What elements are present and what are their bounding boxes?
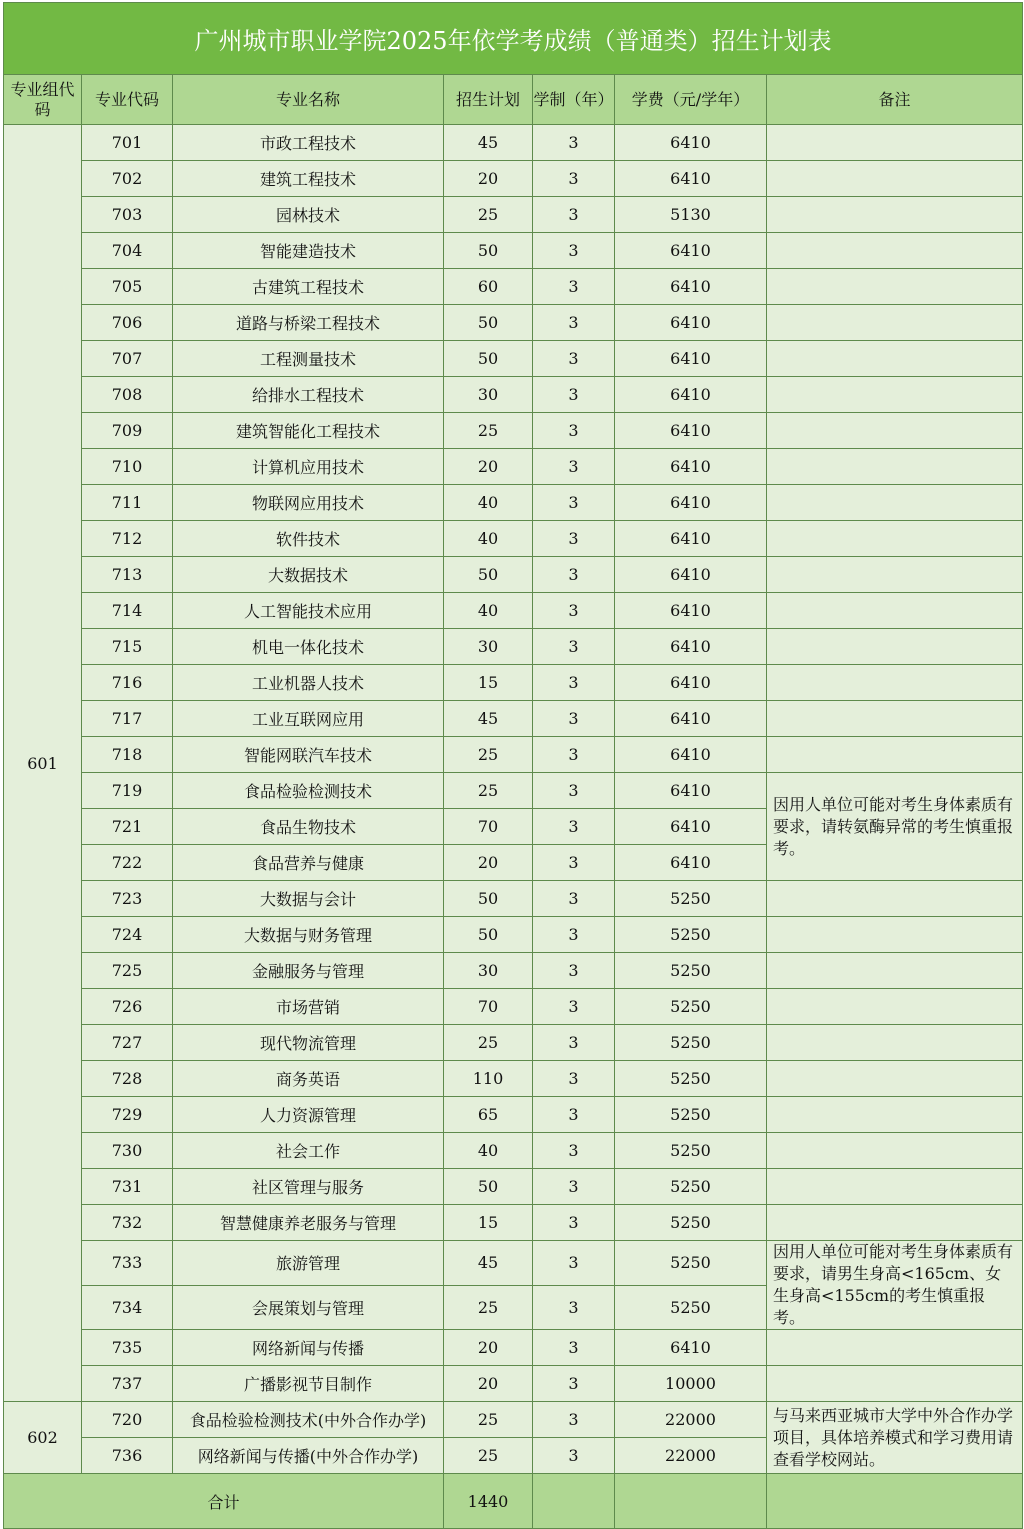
header-remarks: 备注 — [767, 75, 1023, 125]
header-group-code: 专业组代码 — [4, 75, 82, 125]
remark-empty-cell — [767, 1330, 1023, 1366]
cell-years: 3 — [533, 305, 615, 341]
cell-fee: 6410 — [615, 845, 767, 881]
cell-years: 3 — [533, 1285, 615, 1330]
total-label: 合计 — [4, 1474, 444, 1529]
remark-empty-cell — [767, 449, 1023, 485]
cell-plan: 50 — [444, 1169, 533, 1205]
table-row — [4, 989, 1023, 1025]
cell-plan: 40 — [444, 521, 533, 557]
remark-empty-cell — [767, 665, 1023, 701]
cell-code: 718 — [82, 737, 173, 773]
cell-code: 708 — [82, 377, 173, 413]
cell-name: 食品检验检测技术(中外合作办学) — [173, 1402, 444, 1438]
cell-plan: 25 — [444, 1402, 533, 1438]
cell-code: 709 — [82, 413, 173, 449]
cell-years: 3 — [533, 1025, 615, 1061]
cell-years: 3 — [533, 413, 615, 449]
remark-empty-cell — [767, 305, 1023, 341]
remark-empty-cell — [767, 593, 1023, 629]
remark-empty-cell — [767, 1025, 1023, 1061]
cell-years: 3 — [533, 269, 615, 305]
cell-years: 3 — [533, 629, 615, 665]
remark-cell: 因用人单位可能对考生身体素质有要求，请男生身高<165cm、女生身高<155cm的考生慎重报考。 — [767, 1241, 1023, 1330]
cell-fee: 5250 — [615, 953, 767, 989]
cell-years: 3 — [533, 1366, 615, 1402]
cell-name: 软件技术 — [173, 521, 444, 557]
table-row — [4, 593, 1023, 629]
cell-years: 3 — [533, 197, 615, 233]
cell-years: 3 — [533, 377, 615, 413]
cell-years: 3 — [533, 845, 615, 881]
cell-fee: 6410 — [615, 557, 767, 593]
cell-name: 机电一体化技术 — [173, 629, 444, 665]
cell-code: 723 — [82, 881, 173, 917]
table-row — [4, 1402, 1023, 1438]
remark-empty-cell — [767, 737, 1023, 773]
cell-code: 707 — [82, 341, 173, 377]
enrollment-plan-table — [3, 2, 1023, 1529]
cell-code: 722 — [82, 845, 173, 881]
cell-years: 3 — [533, 953, 615, 989]
cell-name: 旅游管理 — [173, 1241, 444, 1286]
remark-empty-cell — [767, 629, 1023, 665]
cell-code: 711 — [82, 485, 173, 521]
cell-fee: 5250 — [615, 1061, 767, 1097]
table-row — [4, 1205, 1023, 1241]
remark-empty-cell — [767, 1097, 1023, 1133]
cell-code: 701 — [82, 125, 173, 161]
cell-name: 社区管理与服务 — [173, 1169, 444, 1205]
remark-empty-cell — [767, 341, 1023, 377]
cell-code: 720 — [82, 1402, 173, 1438]
cell-name: 园林技术 — [173, 197, 444, 233]
cell-fee: 5250 — [615, 1133, 767, 1169]
table-row — [4, 773, 1023, 809]
cell-fee: 6410 — [615, 593, 767, 629]
cell-code: 725 — [82, 953, 173, 989]
cell-fee: 6410 — [615, 485, 767, 521]
cell-plan: 20 — [444, 1330, 533, 1366]
cell-years: 3 — [533, 449, 615, 485]
cell-fee: 5250 — [615, 881, 767, 917]
header-years: 学制（年） — [533, 75, 615, 125]
cell-fee: 6410 — [615, 629, 767, 665]
table-row — [4, 629, 1023, 665]
cell-plan: 20 — [444, 845, 533, 881]
cell-plan: 50 — [444, 341, 533, 377]
remark-empty-cell — [767, 161, 1023, 197]
cell-code: 735 — [82, 1330, 173, 1366]
cell-name: 道路与桥梁工程技术 — [173, 305, 444, 341]
cell-code: 703 — [82, 197, 173, 233]
cell-code: 732 — [82, 1205, 173, 1241]
cell-fee: 5250 — [615, 1025, 767, 1061]
table-row — [4, 1241, 1023, 1286]
cell-plan: 20 — [444, 161, 533, 197]
cell-fee: 5250 — [615, 989, 767, 1025]
table-row — [4, 341, 1023, 377]
cell-fee: 6410 — [615, 125, 767, 161]
cell-years: 3 — [533, 1097, 615, 1133]
cell-years: 3 — [533, 1061, 615, 1097]
cell-plan: 25 — [444, 1285, 533, 1330]
cell-plan: 60 — [444, 269, 533, 305]
table-row — [4, 1330, 1023, 1366]
cell-plan: 70 — [444, 989, 533, 1025]
cell-code: 729 — [82, 1097, 173, 1133]
cell-years: 3 — [533, 1205, 615, 1241]
cell-name: 人工智能技术应用 — [173, 593, 444, 629]
remark-empty-cell — [767, 989, 1023, 1025]
remark-cell: 因用人单位可能对考生身体素质有要求，请转氨酶异常的考生慎重报考。 — [767, 773, 1023, 881]
cell-years: 3 — [533, 665, 615, 701]
cell-plan: 30 — [444, 629, 533, 665]
cell-code: 721 — [82, 809, 173, 845]
cell-years: 3 — [533, 1133, 615, 1169]
cell-code: 728 — [82, 1061, 173, 1097]
cell-years: 3 — [533, 917, 615, 953]
cell-plan: 25 — [444, 413, 533, 449]
cell-name: 金融服务与管理 — [173, 953, 444, 989]
cell-name: 给排水工程技术 — [173, 377, 444, 413]
cell-name: 智慧健康养老服务与管理 — [173, 1205, 444, 1241]
header-row — [4, 75, 1023, 125]
cell-name: 大数据与会计 — [173, 881, 444, 917]
remark-empty-cell — [767, 233, 1023, 269]
cell-plan: 15 — [444, 665, 533, 701]
cell-years: 3 — [533, 233, 615, 269]
table-row — [4, 881, 1023, 917]
cell-years: 3 — [533, 737, 615, 773]
cell-years: 3 — [533, 161, 615, 197]
cell-plan: 50 — [444, 305, 533, 341]
table-row — [4, 1133, 1023, 1169]
cell-name: 智能建造技术 — [173, 233, 444, 269]
cell-plan: 15 — [444, 1205, 533, 1241]
cell-code: 706 — [82, 305, 173, 341]
cell-plan: 45 — [444, 701, 533, 737]
remark-empty-cell — [767, 377, 1023, 413]
cell-plan: 30 — [444, 377, 533, 413]
cell-name: 食品营养与健康 — [173, 845, 444, 881]
cell-plan: 25 — [444, 737, 533, 773]
cell-code: 716 — [82, 665, 173, 701]
cell-years: 3 — [533, 1330, 615, 1366]
table-row — [4, 269, 1023, 305]
cell-name: 工程测量技术 — [173, 341, 444, 377]
cell-plan: 50 — [444, 233, 533, 269]
cell-years: 3 — [533, 881, 615, 917]
table-row — [4, 233, 1023, 269]
cell-name: 工业互联网应用 — [173, 701, 444, 737]
cell-name: 物联网应用技术 — [173, 485, 444, 521]
cell-code: 731 — [82, 1169, 173, 1205]
remark-empty-cell — [767, 1133, 1023, 1169]
table-row — [4, 485, 1023, 521]
table-row — [4, 1169, 1023, 1205]
cell-code: 705 — [82, 269, 173, 305]
remark-empty-cell — [767, 413, 1023, 449]
cell-name: 会展策划与管理 — [173, 1285, 444, 1330]
cell-plan: 45 — [444, 1241, 533, 1286]
total-row — [4, 1474, 1023, 1529]
remark-empty-cell — [767, 197, 1023, 233]
cell-name: 食品生物技术 — [173, 809, 444, 845]
cell-name: 建筑智能化工程技术 — [173, 413, 444, 449]
cell-plan: 50 — [444, 917, 533, 953]
cell-plan: 25 — [444, 197, 533, 233]
cell-code: 733 — [82, 1241, 173, 1286]
header-fee: 学费（元/学年） — [615, 75, 767, 125]
cell-fee: 6410 — [615, 233, 767, 269]
remark-empty-cell — [767, 881, 1023, 917]
cell-plan: 110 — [444, 1061, 533, 1097]
cell-years: 3 — [533, 521, 615, 557]
remark-empty-cell — [767, 953, 1023, 989]
cell-years: 3 — [533, 485, 615, 521]
cell-fee: 5250 — [615, 1241, 767, 1286]
cell-fee: 6410 — [615, 701, 767, 737]
cell-name: 工业机器人技术 — [173, 665, 444, 701]
cell-years: 3 — [533, 593, 615, 629]
cell-plan: 20 — [444, 449, 533, 485]
cell-fee: 6410 — [615, 449, 767, 485]
cell-code: 713 — [82, 557, 173, 593]
table-row — [4, 737, 1023, 773]
cell-years: 3 — [533, 1402, 615, 1438]
cell-name: 社会工作 — [173, 1133, 444, 1169]
cell-plan: 25 — [444, 773, 533, 809]
remark-empty-cell — [767, 521, 1023, 557]
remark-empty-cell — [767, 1366, 1023, 1402]
remark-empty-cell — [767, 557, 1023, 593]
total-empty-cell — [615, 1474, 767, 1529]
cell-name: 计算机应用技术 — [173, 449, 444, 485]
cell-years: 3 — [533, 557, 615, 593]
cell-fee: 5250 — [615, 917, 767, 953]
table-row — [4, 305, 1023, 341]
remark-empty-cell — [767, 1205, 1023, 1241]
table-row — [4, 701, 1023, 737]
cell-code: 704 — [82, 233, 173, 269]
cell-years: 3 — [533, 809, 615, 845]
table-row — [4, 917, 1023, 953]
cell-fee: 5250 — [615, 1205, 767, 1241]
cell-fee: 6410 — [615, 665, 767, 701]
remark-empty-cell — [767, 269, 1023, 305]
header-major-name: 专业名称 — [173, 75, 444, 125]
cell-fee: 6410 — [615, 305, 767, 341]
cell-code: 710 — [82, 449, 173, 485]
cell-fee: 5250 — [615, 1285, 767, 1330]
group-code-cell: 601 — [4, 125, 82, 1402]
table-row — [4, 413, 1023, 449]
cell-code: 719 — [82, 773, 173, 809]
table-row — [4, 161, 1023, 197]
remark-empty-cell — [767, 485, 1023, 521]
remark-cell: 与马来西亚城市大学中外合作办学项目，具体培养模式和学习费用请查看学校网站。 — [767, 1402, 1023, 1474]
cell-years: 3 — [533, 125, 615, 161]
table-row — [4, 1061, 1023, 1097]
cell-plan: 40 — [444, 485, 533, 521]
cell-years: 3 — [533, 773, 615, 809]
cell-code: 712 — [82, 521, 173, 557]
table-title: 广州城市职业学院2025年依学考成绩（普通类）招生计划表 — [4, 3, 1023, 75]
cell-fee: 6410 — [615, 521, 767, 557]
cell-fee: 10000 — [615, 1366, 767, 1402]
cell-years: 3 — [533, 1169, 615, 1205]
cell-years: 3 — [533, 701, 615, 737]
cell-plan: 65 — [444, 1097, 533, 1133]
cell-name: 网络新闻与传播 — [173, 1330, 444, 1366]
cell-plan: 30 — [444, 953, 533, 989]
cell-plan: 50 — [444, 557, 533, 593]
cell-name: 人力资源管理 — [173, 1097, 444, 1133]
cell-name: 食品检验检测技术 — [173, 773, 444, 809]
table-row — [4, 197, 1023, 233]
cell-name: 网络新闻与传播(中外合作办学) — [173, 1438, 444, 1474]
cell-fee: 6410 — [615, 161, 767, 197]
cell-fee: 22000 — [615, 1402, 767, 1438]
cell-code: 715 — [82, 629, 173, 665]
cell-plan: 20 — [444, 1366, 533, 1402]
remark-empty-cell — [767, 1061, 1023, 1097]
cell-name: 商务英语 — [173, 1061, 444, 1097]
cell-code: 717 — [82, 701, 173, 737]
cell-fee: 22000 — [615, 1438, 767, 1474]
cell-fee: 6410 — [615, 341, 767, 377]
table-row — [4, 557, 1023, 593]
remark-empty-cell — [767, 701, 1023, 737]
cell-years: 3 — [533, 989, 615, 1025]
table-row — [4, 1097, 1023, 1133]
table-body — [4, 125, 1023, 1474]
cell-fee: 6410 — [615, 413, 767, 449]
cell-years: 3 — [533, 1241, 615, 1286]
table-row — [4, 125, 1023, 161]
table-row — [4, 953, 1023, 989]
cell-fee: 6410 — [615, 377, 767, 413]
total-empty-cell — [533, 1474, 615, 1529]
cell-code: 736 — [82, 1438, 173, 1474]
cell-name: 智能网联汽车技术 — [173, 737, 444, 773]
cell-plan: 70 — [444, 809, 533, 845]
cell-plan: 45 — [444, 125, 533, 161]
cell-years: 3 — [533, 341, 615, 377]
cell-fee: 5130 — [615, 197, 767, 233]
cell-code: 727 — [82, 1025, 173, 1061]
remark-empty-cell — [767, 1169, 1023, 1205]
cell-fee: 6410 — [615, 773, 767, 809]
table-row — [4, 1366, 1023, 1402]
total-empty-cell — [767, 1474, 1023, 1529]
cell-code: 714 — [82, 593, 173, 629]
cell-code: 737 — [82, 1366, 173, 1402]
cell-plan: 25 — [444, 1025, 533, 1061]
table-row — [4, 521, 1023, 557]
cell-fee: 6410 — [615, 809, 767, 845]
cell-code: 734 — [82, 1285, 173, 1330]
cell-name: 市政工程技术 — [173, 125, 444, 161]
cell-fee: 6410 — [615, 269, 767, 305]
cell-years: 3 — [533, 1438, 615, 1474]
cell-code: 702 — [82, 161, 173, 197]
table-row — [4, 377, 1023, 413]
cell-name: 大数据技术 — [173, 557, 444, 593]
cell-fee: 5250 — [615, 1097, 767, 1133]
cell-name: 市场营销 — [173, 989, 444, 1025]
cell-name: 大数据与财务管理 — [173, 917, 444, 953]
table-row — [4, 449, 1023, 485]
cell-plan: 50 — [444, 881, 533, 917]
cell-name: 古建筑工程技术 — [173, 269, 444, 305]
header-major-code: 专业代码 — [82, 75, 173, 125]
cell-fee: 6410 — [615, 737, 767, 773]
cell-code: 724 — [82, 917, 173, 953]
total-plan: 1440 — [444, 1474, 533, 1529]
table-row — [4, 1025, 1023, 1061]
cell-plan: 25 — [444, 1438, 533, 1474]
cell-code: 730 — [82, 1133, 173, 1169]
cell-code: 726 — [82, 989, 173, 1025]
cell-name: 广播影视节目制作 — [173, 1366, 444, 1402]
cell-fee: 5250 — [615, 1169, 767, 1205]
group-code-cell: 602 — [4, 1402, 82, 1474]
cell-fee: 6410 — [615, 1330, 767, 1366]
cell-plan: 40 — [444, 593, 533, 629]
table-row — [4, 665, 1023, 701]
header-plan: 招生计划 — [444, 75, 533, 125]
remark-empty-cell — [767, 125, 1023, 161]
remark-empty-cell — [767, 917, 1023, 953]
cell-name: 建筑工程技术 — [173, 161, 444, 197]
cell-plan: 40 — [444, 1133, 533, 1169]
cell-name: 现代物流管理 — [173, 1025, 444, 1061]
